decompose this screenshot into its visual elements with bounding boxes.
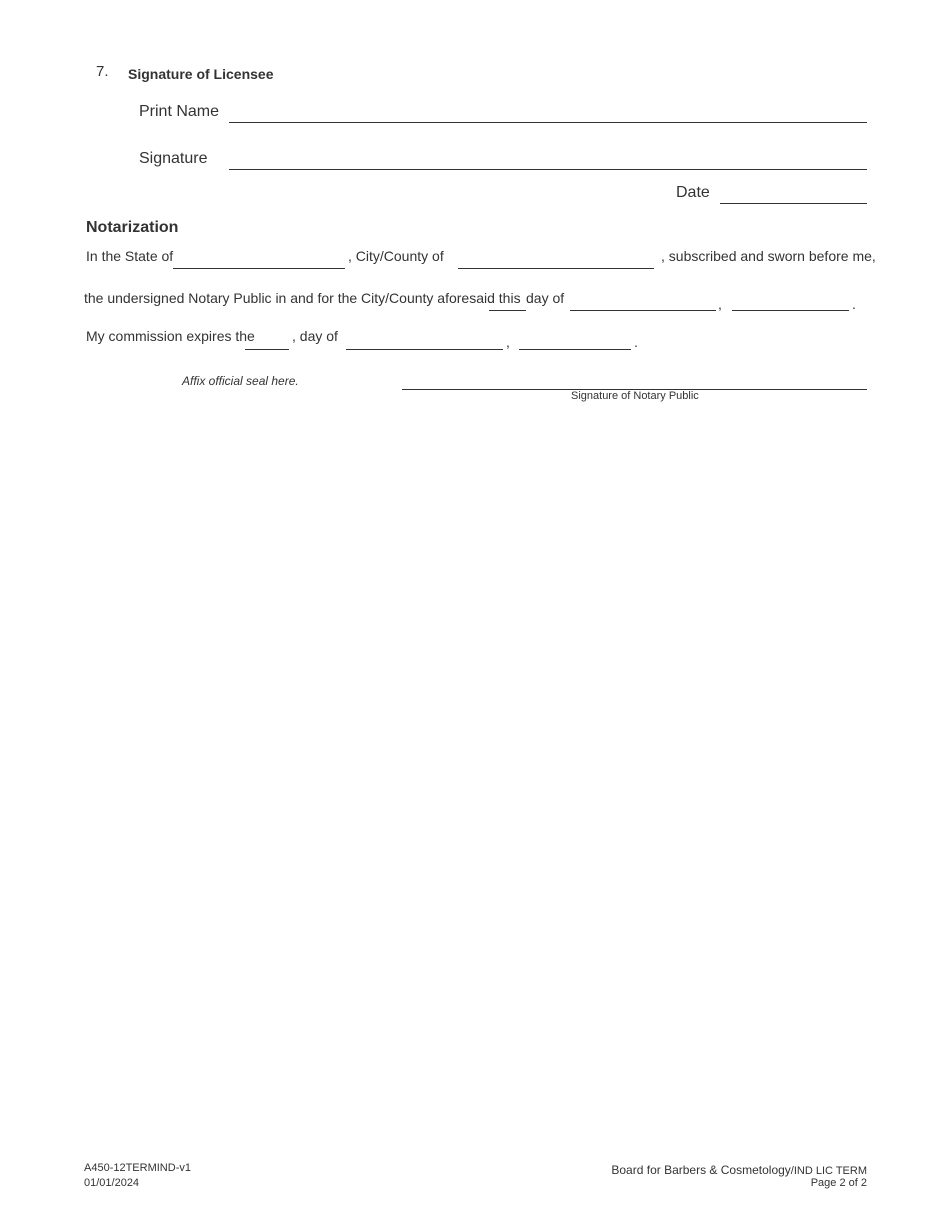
- seal-instruction: Affix official seal here.: [182, 374, 299, 388]
- commission-day-field[interactable]: [245, 349, 289, 350]
- commission-year-field[interactable]: [519, 349, 631, 350]
- state-field[interactable]: [173, 268, 345, 269]
- notarization-heading: Notarization: [86, 219, 179, 236]
- board-suffix: /IND LIC TERM: [790, 1165, 867, 1177]
- print-name-label: Print Name: [139, 103, 220, 120]
- day-of-label: day of: [526, 290, 565, 306]
- form-date: 01/01/2024: [84, 1177, 140, 1189]
- signature-field[interactable]: [229, 169, 867, 170]
- section-title: Signature of Licensee: [128, 66, 274, 82]
- notary-text: the undersigned Notary Public in and for the City/County aforesaid this: [84, 290, 521, 306]
- period: .: [634, 334, 638, 350]
- commission-day-of-label: , day of: [292, 328, 338, 344]
- comma-separator: ,: [506, 334, 510, 350]
- commission-label: My commission expires the: [86, 328, 255, 344]
- page-number: Page 2 of 2: [810, 1177, 867, 1189]
- signature-label: Signature: [139, 150, 208, 167]
- section-number: 7.: [96, 63, 109, 80]
- state-label: In the State of: [86, 248, 174, 264]
- city-county-label: , City/County of: [348, 248, 444, 264]
- city-county-field[interactable]: [458, 268, 654, 269]
- date-label: Date: [676, 184, 710, 201]
- board-name-text: Board for Barbers & Cosmetology: [611, 1163, 791, 1177]
- form-id: A450-12TERMIND-v1: [84, 1162, 191, 1174]
- period: .: [852, 296, 856, 312]
- notary-day-field[interactable]: [489, 310, 526, 311]
- comma-separator: ,: [718, 296, 722, 312]
- notary-signature-label: Signature of Notary Public: [571, 390, 699, 402]
- notary-month-field[interactable]: [570, 310, 716, 311]
- notary-year-field[interactable]: [732, 310, 849, 311]
- print-name-field[interactable]: [229, 122, 867, 123]
- date-field[interactable]: [720, 203, 867, 204]
- sworn-text: , subscribed and sworn before me,: [661, 248, 876, 264]
- commission-month-field[interactable]: [346, 349, 503, 350]
